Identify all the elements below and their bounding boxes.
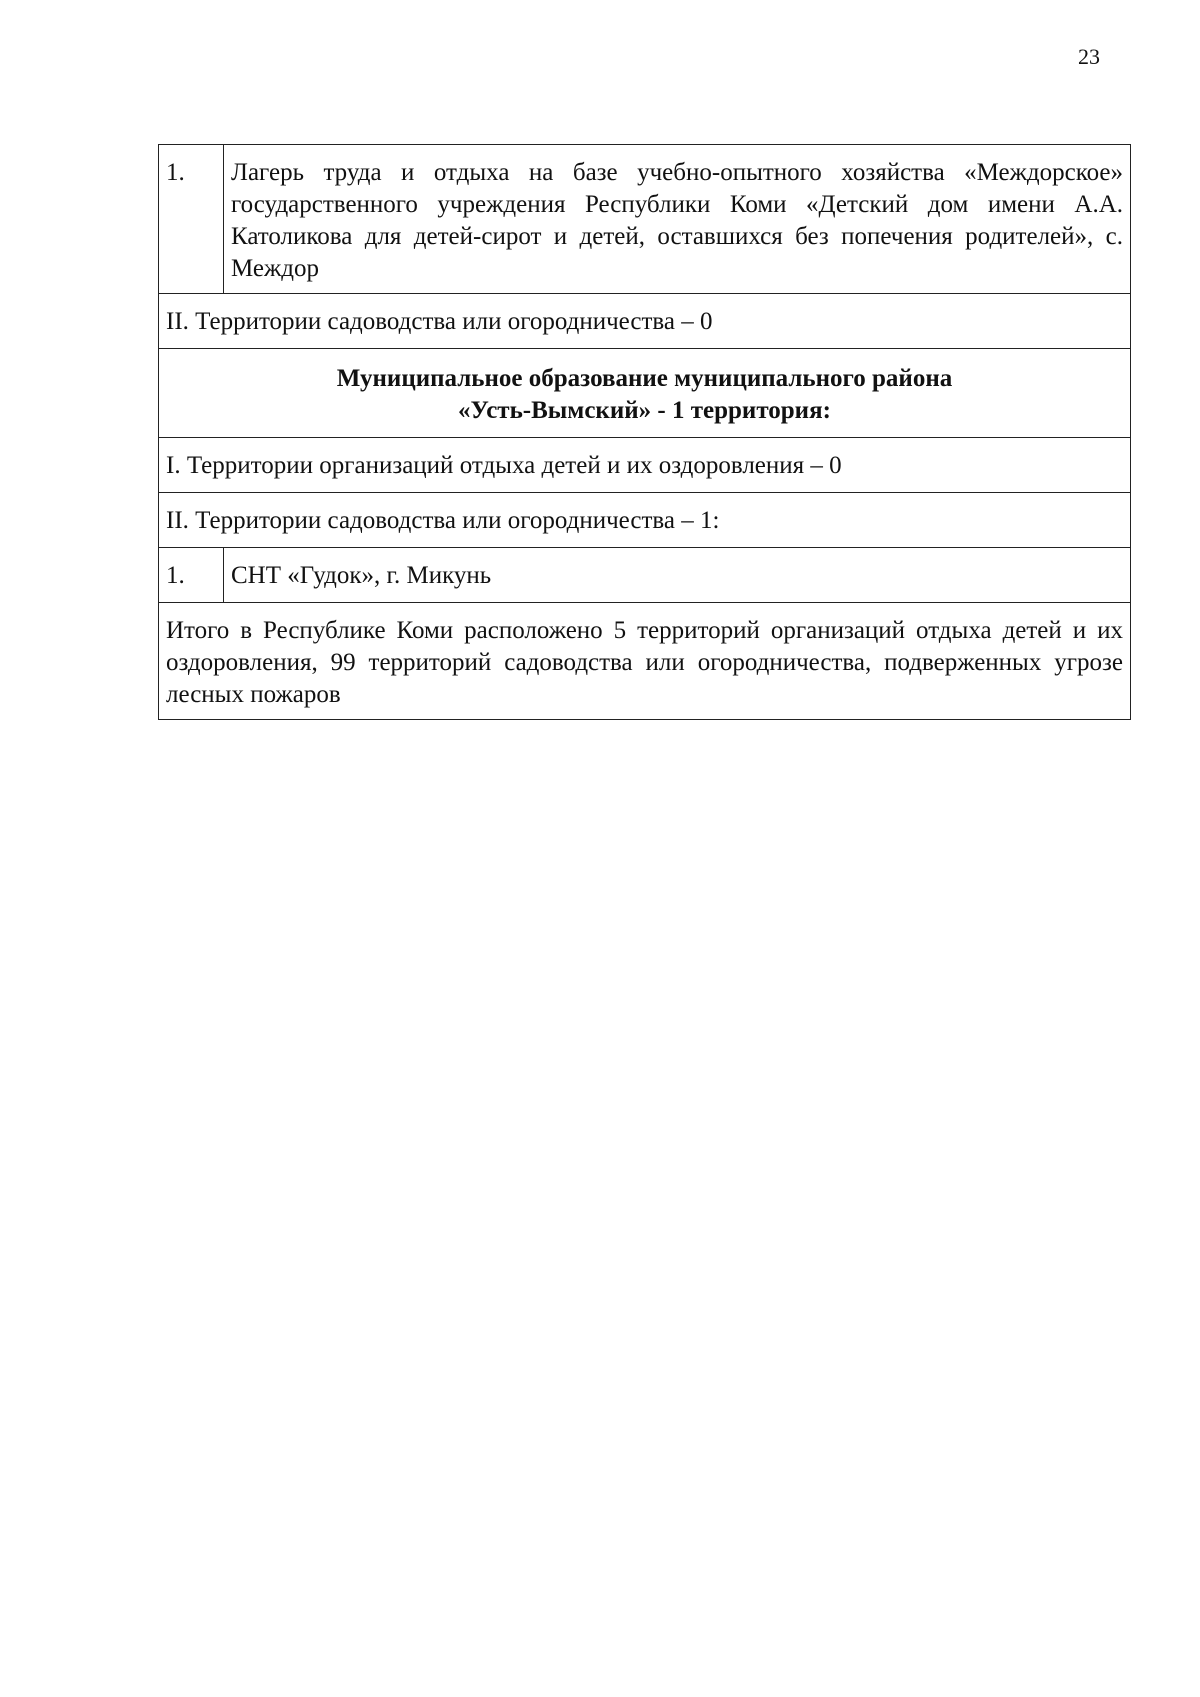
children-camps-heading: I. Территории организаций отдыха детей и их оздоровления – 0 <box>159 438 1131 493</box>
snt-entry-text: СНТ «Гудок», г. Микунь <box>224 548 1131 603</box>
municipality-heading-line1: Муниципальное образование муниципального района <box>336 365 953 392</box>
table-row <box>159 603 1131 720</box>
territories-table <box>158 144 1131 720</box>
table-row <box>159 294 1131 349</box>
camp-entry-text: Лагерь труда и отдыха на базе учебно-опытного хозяйства «Междорское» государственного учреждения Республики Коми «Детский дом имени А.А. Католикова для детей-сирот и детей, оставшихся без попечения родителей», с. Междор <box>224 145 1131 294</box>
table-row <box>159 493 1131 548</box>
gardening-territories-heading: II. Территории садоводства или огородничества – 1: <box>159 493 1131 548</box>
gardening-territories-heading: II. Территории садоводства или огородничества – 0 <box>159 294 1131 349</box>
summary-text: Итого в Республике Коми расположено 5 территорий организаций отдыха детей и их оздоровления, 99 территорий садоводства или огородничества, подверженных угрозе лесных пожаров <box>159 603 1131 720</box>
row-number: 1. <box>159 145 224 294</box>
table-row <box>159 548 1131 603</box>
page-number: 23 <box>1078 44 1100 69</box>
table-row <box>159 349 1131 438</box>
row-number: 1. <box>159 548 224 603</box>
table-row <box>159 438 1131 493</box>
table-row <box>159 145 1131 294</box>
municipality-heading-line2: «Усть-Вымский» - 1 территория: <box>458 397 831 424</box>
municipality-heading <box>159 349 1131 438</box>
